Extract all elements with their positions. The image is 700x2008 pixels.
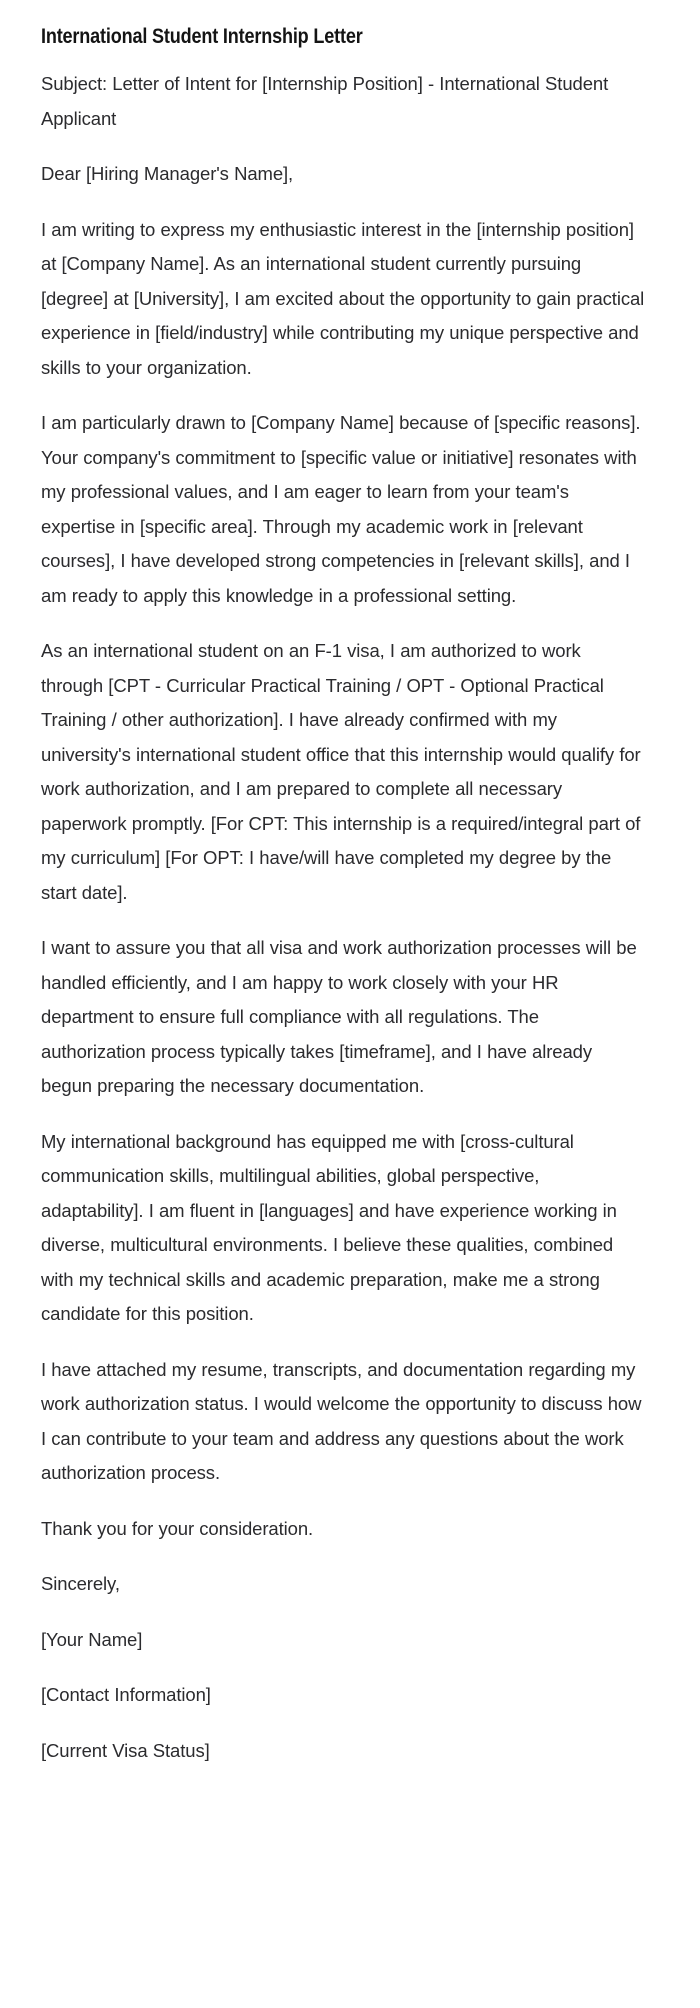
- paragraph-attachments: I have attached my resume, transcripts, and documentation regarding my work authorization status. I would welcome the opportunity to discuss how I can contribute to your team and address any questions about the work authorization process.: [41, 1358, 642, 1483]
- paragraph-company-interest: I am particularly drawn to [Company Name] because of [specific reasons]. Your company's commitment to [specific value or initiative] resonates with my professional values, and I am eager to learn from your team's expertise in [specific area]. Through my academic work in [relevant courses], I have developed strong competencies in [relevant skills], and I am ready to apply this knowledge in a professional setting.: [41, 412, 641, 606]
- salutation: Dear [Hiring Manager's Name],: [41, 163, 294, 184]
- page-title: International Student Internship Letter: [41, 24, 363, 48]
- paragraph-visa-assurance: I want to assure you that all visa and work authorization processes will be handled efficiently, and I am happy to work closely with your HR department to ensure full compliance with all regulations. The authorization process typically takes [timeframe], and I have already begun preparing the necessary documentation.: [41, 937, 637, 1096]
- signature-name: [Your Name]: [41, 1628, 143, 1650]
- signature-visa-status: [Current Visa Status]: [41, 1739, 210, 1761]
- closing-thanks: Thank you for your consideration.: [41, 1517, 314, 1539]
- paragraph-work-authorization: As an international student on an F-1 visa, I am authorized to work through [CPT - Curricular Practical Training / OPT - Optional Practical Training / other authorization]. I have already confirmed with my university's international student office that this internship would qualify for work authorization, and I am prepared to complete all necessary paperwork promptly. [For CPT: This internship is a required/integral part of my curriculum] [For OPT: I have/will have completed my degree by the start date].: [41, 640, 641, 903]
- signoff: Sincerely,: [41, 1573, 120, 1594]
- paragraph-international-background: My international background has equipped me with [cross-cultural communication skills, multilingual abilities, global perspective, adaptability]. I am fluent in [languages] and have experience working in diverse, multicultural environments. I believe these qualities, combined with my technical skills and academic preparation, make me a strong candidate for this position.: [41, 1130, 617, 1324]
- signature-contact: [Contact Information]: [41, 1684, 211, 1705]
- subject-line: Subject: Letter of Intent for [Internship Position] - International Student Applicant: [41, 73, 609, 129]
- paragraph-introduction: I am writing to express my enthusiastic interest in the [internship position] at [Company Name]. As an international student currently pursuing [degree] at [University], I am excited about the opportunity to gain practical experience in [field/industry] while contributing my unique perspective and skills to your organization.: [41, 218, 645, 378]
